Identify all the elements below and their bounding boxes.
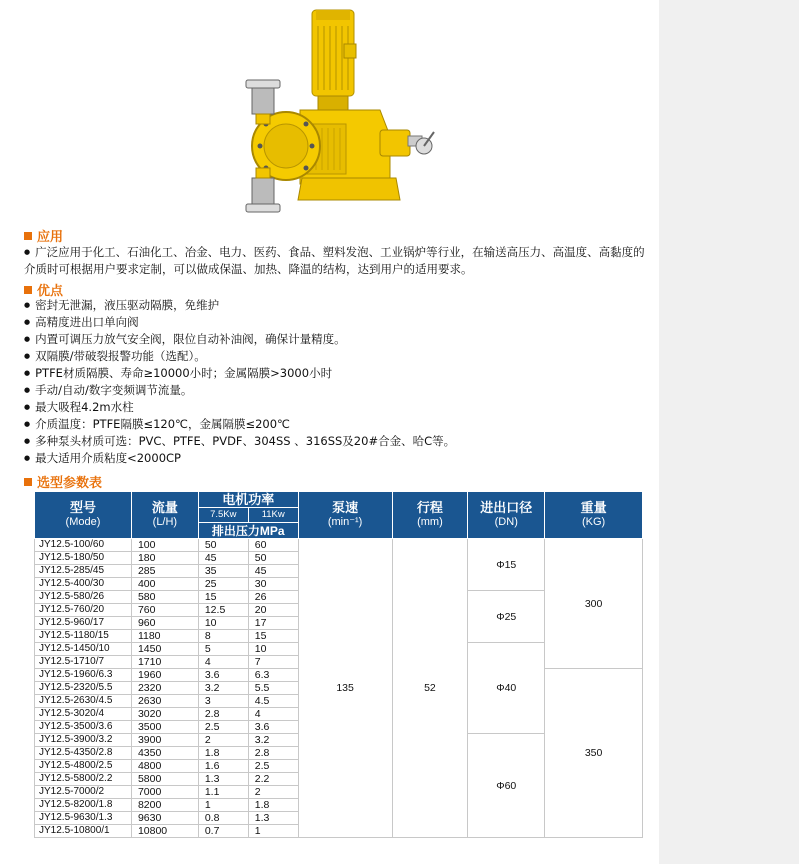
cell-model: JY12.5-580/26: [35, 591, 132, 604]
cell-pressure-7-5kw: 3.6: [198, 669, 248, 682]
cell-pressure-7-5kw: 2.8: [198, 708, 248, 721]
cell-pressure-11kw: 4.5: [248, 695, 298, 708]
cell-model: JY12.5-5800/2.2: [35, 773, 132, 786]
cell-model: JY12.5-285/45: [35, 565, 132, 578]
cell-pressure-7-5kw: 15: [198, 591, 248, 604]
cell-pressure-7-5kw: 12.5: [198, 604, 248, 617]
cell-model: JY12.5-1450/10: [35, 643, 132, 656]
cell-pressure-11kw: 3.2: [248, 734, 298, 747]
cell-flow: 2630: [131, 695, 198, 708]
cell-pressure-7-5kw: 8: [198, 630, 248, 643]
cell-model: JY12.5-3900/3.2: [35, 734, 132, 747]
cell-flow: 5800: [131, 773, 198, 786]
advantage-item: ● 多种泵头材质可选：PVC、PTFE、PVDF、304SS 、316SS及20#合金、哈C等。: [24, 433, 455, 449]
table-row: [35, 539, 643, 552]
cell-model: JY12.5-960/17: [35, 617, 132, 630]
cell-flow: 2320: [131, 682, 198, 695]
cell-model: JY12.5-180/50: [35, 552, 132, 565]
application-bullet: ● 广泛应用于化工、石油化工、冶金、电力、医药、食品、塑料发泡、工业锅炉等行业，在输送高压力、高温度、高黏度的介质时可根据用户要求定制，可以做成保温、加热、降温的结构，达到用户的适用要求。: [24, 245, 645, 276]
cell-weight: 300: [545, 539, 643, 669]
advantage-item: ● 高精度进出口单向阀: [24, 314, 139, 330]
cell-pressure-7-5kw: 2: [198, 734, 248, 747]
cell-model: JY12.5-8200/1.8: [35, 799, 132, 812]
cell-pressure-11kw: 15: [248, 630, 298, 643]
col-stroke: 行程 (mm): [392, 492, 468, 539]
cell-flow: 3020: [131, 708, 198, 721]
cell-flow: 1180: [131, 630, 198, 643]
cell-pressure-11kw: 20: [248, 604, 298, 617]
col-power-7-5kw: 7.5Kw: [198, 508, 248, 523]
cell-pressure-7-5kw: 50: [198, 539, 248, 552]
cell-pressure-7-5kw: 1: [198, 799, 248, 812]
col-model: 型号 (Mode): [35, 492, 132, 539]
cell-model: JY12.5-3020/4: [35, 708, 132, 721]
cell-pressure-7-5kw: 0.7: [198, 825, 248, 838]
application-heading: 应用: [24, 226, 63, 245]
cell-pressure-11kw: 2: [248, 786, 298, 799]
col-flow: 流量 (L/H): [131, 492, 198, 539]
cell-port-diameter: Φ60: [468, 734, 545, 838]
col-power-11kw: 11Kw: [248, 508, 298, 523]
cell-pressure-11kw: 3.6: [248, 721, 298, 734]
advantage-item: ● PTFE材质隔膜、寿命≥10000小时；金属隔膜>3000小时: [24, 365, 332, 381]
advantage-item: ● 最大适用介质粘度<2000CP: [24, 450, 181, 466]
cell-model: JY12.5-1710/7: [35, 656, 132, 669]
cell-pressure-7-5kw: 1.8: [198, 747, 248, 760]
cell-pressure-11kw: 1.3: [248, 812, 298, 825]
advantage-item: ● 内置可调压力放气安全阀，限位自动补油阀，确保计量精度。: [24, 331, 346, 347]
cell-pressure-11kw: 60: [248, 539, 298, 552]
cell-pressure-11kw: 17: [248, 617, 298, 630]
cell-pressure-11kw: 50: [248, 552, 298, 565]
cell-model: JY12.5-4800/2.5: [35, 760, 132, 773]
cell-model: JY12.5-2630/4.5: [35, 695, 132, 708]
advantage-item: ● 密封无泄漏，液压驱动隔膜，免维护: [24, 297, 219, 313]
cell-model: JY12.5-1960/6.3: [35, 669, 132, 682]
cell-model: JY12.5-4350/2.8: [35, 747, 132, 760]
cell-pressure-11kw: 10: [248, 643, 298, 656]
application-text: 广泛应用于化工、石油化工、冶金、电力、医药、食品、塑料发泡、工业锅炉等行业，在输送高压力、高温度、高黏度的介质时可根据用户要求定制，可以做成保温、加热、降温的结构，达到用户的适用要求。: [24, 245, 645, 276]
cell-flow: 960: [131, 617, 198, 630]
cell-pressure-11kw: 1.8: [248, 799, 298, 812]
cell-model: JY12.5-9630/1.3: [35, 812, 132, 825]
cell-pressure-7-5kw: 1.1: [198, 786, 248, 799]
diaphragm-pump-image: [240, 6, 440, 226]
cell-pressure-11kw: 7: [248, 656, 298, 669]
cell-pressure-11kw: 2.8: [248, 747, 298, 760]
selection-parameter-table: [34, 491, 643, 838]
cell-flow: 1960: [131, 669, 198, 682]
advantage-item: ● 双隔膜/带破裂报警功能（选配）。: [24, 348, 206, 364]
cell-model: JY12.5-2320/5.5: [35, 682, 132, 695]
cell-flow: 7000: [131, 786, 198, 799]
cell-flow: 4800: [131, 760, 198, 773]
cell-flow: 100: [131, 539, 198, 552]
cell-pressure-7-5kw: 45: [198, 552, 248, 565]
cell-model: JY12.5-760/20: [35, 604, 132, 617]
cell-model: JY12.5-1180/15: [35, 630, 132, 643]
cell-model: JY12.5-100/60: [35, 539, 132, 552]
cell-pressure-7-5kw: 0.8: [198, 812, 248, 825]
cell-model: JY12.5-3500/3.6: [35, 721, 132, 734]
cell-speed: 135: [298, 539, 392, 838]
cell-pressure-11kw: 26: [248, 591, 298, 604]
cell-pressure-7-5kw: 4: [198, 656, 248, 669]
cell-port-diameter: Φ15: [468, 539, 545, 591]
cell-flow: 1450: [131, 643, 198, 656]
right-margin: [659, 0, 799, 864]
cell-pressure-7-5kw: 25: [198, 578, 248, 591]
advantage-item: ● 手动/自动/数字变频调节流量。: [24, 382, 192, 398]
cell-pressure-7-5kw: 3.2: [198, 682, 248, 695]
cell-flow: 1710: [131, 656, 198, 669]
cell-flow: 8200: [131, 799, 198, 812]
selection-table-heading: 选型参数表: [24, 472, 102, 491]
cell-flow: 9630: [131, 812, 198, 825]
cell-flow: 760: [131, 604, 198, 617]
cell-flow: 3900: [131, 734, 198, 747]
cell-pressure-11kw: 4: [248, 708, 298, 721]
cell-pressure-7-5kw: 2.5: [198, 721, 248, 734]
cell-pressure-11kw: 6.3: [248, 669, 298, 682]
cell-model: JY12.5-10800/1: [35, 825, 132, 838]
cell-model: JY12.5-7000/2: [35, 786, 132, 799]
cell-pressure-11kw: 30: [248, 578, 298, 591]
cell-stroke: 52: [392, 539, 468, 838]
cell-pressure-11kw: 2.2: [248, 773, 298, 786]
advantage-item: ● 介质温度：PTFE隔膜≤120℃，金属隔膜≤200℃: [24, 416, 290, 432]
col-weight: 重量 (KG): [545, 492, 643, 539]
cell-pressure-11kw: 45: [248, 565, 298, 578]
cell-flow: 580: [131, 591, 198, 604]
cell-weight: 350: [545, 669, 643, 838]
cell-pressure-11kw: 2.5: [248, 760, 298, 773]
cell-pressure-7-5kw: 35: [198, 565, 248, 578]
cell-flow: 400: [131, 578, 198, 591]
cell-pressure-7-5kw: 1.6: [198, 760, 248, 773]
col-discharge-pressure: 排出压力MPa: [198, 523, 298, 539]
table-body: [35, 539, 643, 838]
cell-port-diameter: Φ25: [468, 591, 545, 643]
cell-port-diameter: Φ40: [468, 643, 545, 734]
cell-flow: 10800: [131, 825, 198, 838]
cell-model: JY12.5-400/30: [35, 578, 132, 591]
cell-pressure-7-5kw: 5: [198, 643, 248, 656]
cell-pressure-7-5kw: 3: [198, 695, 248, 708]
col-pump-speed: 泵速 (min⁻¹): [298, 492, 392, 539]
advantages-heading: 优点: [24, 280, 63, 299]
advantage-item: ● 最大吸程4.2m水柱: [24, 399, 134, 415]
cell-flow: 285: [131, 565, 198, 578]
cell-flow: 180: [131, 552, 198, 565]
col-port-diameter: 进出口径 (DN): [468, 492, 545, 539]
col-motor-power: 电机功率: [198, 492, 298, 508]
cell-pressure-11kw: 1: [248, 825, 298, 838]
cell-flow: 3500: [131, 721, 198, 734]
cell-pressure-7-5kw: 10: [198, 617, 248, 630]
cell-flow: 4350: [131, 747, 198, 760]
cell-pressure-11kw: 5.5: [248, 682, 298, 695]
cell-pressure-7-5kw: 1.3: [198, 773, 248, 786]
